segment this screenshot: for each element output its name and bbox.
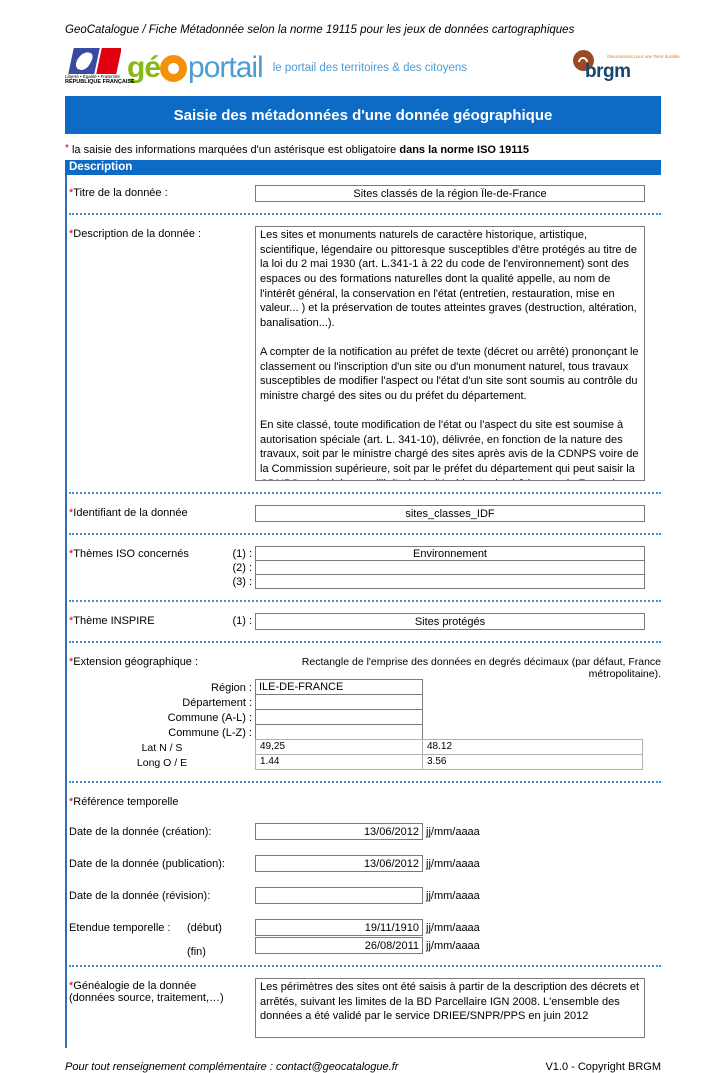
required-asterisk: *	[69, 548, 74, 560]
date-format-hint: jj/mm/aaaa	[426, 889, 480, 902]
field-genealogie	[69, 978, 661, 1038]
geoportail-geo-text: gé	[127, 51, 161, 84]
themes-iso-input-3[interactable]	[255, 574, 645, 589]
brgm-tagline: Géosciences pour une Terre durable	[607, 54, 680, 59]
section-header-description: Description	[65, 160, 661, 175]
page-title: Saisie des métadonnées d'une donnée géographique	[65, 96, 661, 134]
long-min-cell[interactable]: 1.44	[255, 754, 423, 770]
required-asterisk: *	[65, 143, 69, 154]
field-themes-iso	[69, 546, 661, 589]
separator	[69, 213, 661, 215]
required-asterisk: *	[69, 187, 74, 199]
titre-label: Titre de la donnée :	[73, 187, 168, 199]
date-creation-label: Date de la donnée (création):	[69, 825, 212, 838]
genealogie-label: Généalogie de la donnée	[73, 980, 197, 992]
extension-intro: Rectangle de l'emprise des données en degrés décimaux (par défaut, France métropolitaine).	[301, 656, 661, 680]
document-title: GeoCatalogue / Fiche Métadonnée selon la norme 19115 pour les jeux de données cartographiques	[65, 24, 575, 36]
departement-label: Département :	[182, 697, 252, 709]
titre-input[interactable]	[255, 185, 645, 202]
date-publication-input[interactable]	[255, 855, 423, 872]
required-note	[65, 143, 661, 156]
separator	[69, 492, 661, 494]
genealogie-sublabel: (données source, traitement,…)	[69, 992, 224, 1004]
required-note-text: la saisie des informations marquées d'un astérisque est obligatoire	[71, 144, 397, 156]
required-asterisk: *	[69, 796, 74, 808]
footer-contact: Pour tout renseignement complémentaire : contact@geocatalogue.fr	[65, 1061, 399, 1073]
required-asterisk: *	[69, 507, 74, 519]
field-extension-geographique	[69, 654, 661, 770]
themes-iso-num-1: (1) :	[232, 548, 252, 560]
etendue-debut-label: (début)	[187, 921, 222, 934]
date-publication-label: Date de la donnée (publication):	[69, 857, 225, 870]
description-label: Description de la donnée :	[73, 228, 202, 240]
geoportail-o-icon	[160, 55, 187, 82]
geoportail-tagline: le portail des territoires & des citoyens	[272, 62, 468, 74]
republique-name: RÉPUBLIQUE FRANÇAISE	[65, 79, 135, 85]
required-asterisk: *	[69, 228, 74, 240]
region-input[interactable]	[255, 679, 423, 695]
separator	[69, 965, 661, 967]
themes-iso-num-2: (2) :	[232, 562, 252, 574]
commune-lz-input[interactable]	[255, 724, 423, 740]
form-page	[65, 0, 680, 1073]
themes-iso-input-2[interactable]	[255, 560, 645, 575]
footer-version: V1.0 - Copyright BRGM	[545, 1061, 661, 1073]
identifiant-label: Identifiant de la donnée	[73, 507, 188, 519]
republique-motto: Liberté • Égalité • Fraternité	[65, 74, 120, 79]
themes-iso-input-1[interactable]	[255, 546, 645, 561]
required-asterisk: *	[69, 615, 74, 627]
etendue-debut-input[interactable]	[255, 919, 423, 936]
theme-inspire-num: (1) :	[232, 615, 252, 627]
long-max-cell[interactable]: 3.56	[422, 754, 643, 770]
themes-iso-label: Thèmes ISO concernés	[73, 548, 189, 560]
page-footer	[65, 1061, 661, 1073]
departement-input[interactable]	[255, 694, 423, 710]
region-label: Région :	[211, 682, 252, 694]
separator	[69, 641, 661, 643]
date-creation-input[interactable]	[255, 823, 423, 840]
geoportail-portail-text: portail	[188, 51, 263, 84]
identifiant-input[interactable]	[255, 505, 645, 522]
field-theme-inspire	[69, 613, 661, 630]
description-textarea[interactable]	[255, 226, 645, 481]
required-asterisk: *	[69, 656, 74, 668]
separator	[69, 533, 661, 535]
genealogie-textarea[interactable]	[255, 978, 645, 1038]
theme-inspire-label: Thème INSPIRE	[73, 615, 155, 627]
commune-al-label: Commune (A-L) :	[167, 712, 252, 724]
temporel-label: Référence temporelle	[73, 796, 179, 808]
separator	[69, 781, 661, 783]
commune-lz-label: Commune (L-Z) :	[168, 727, 252, 739]
brgm-logo	[573, 48, 680, 88]
extension-label: Extension géographique :	[73, 656, 199, 668]
lat-min-cell[interactable]: 49,25	[255, 739, 423, 755]
lat-max-cell[interactable]: 48.12	[422, 739, 643, 755]
date-format-hint: jj/mm/aaaa	[426, 825, 480, 838]
etendue-label: Etendue temporelle :	[69, 921, 171, 934]
lat-label: Lat N / S	[141, 742, 183, 754]
geoportail-logo	[127, 51, 467, 85]
themes-iso-num-3: (3) :	[232, 576, 252, 588]
date-revision-label: Date de la donnée (révision):	[69, 889, 211, 902]
separator	[69, 600, 661, 602]
date-revision-input[interactable]	[255, 887, 423, 904]
long-label: Long O / E	[136, 757, 188, 769]
required-asterisk: *	[69, 980, 74, 992]
marianne-flag-icon	[65, 48, 121, 74]
etendue-fin-input[interactable]	[255, 937, 423, 954]
date-format-hint: jj/mm/aaaa	[426, 857, 480, 870]
field-reference-temporelle	[69, 794, 661, 958]
logo-row	[65, 46, 680, 90]
form-body	[65, 175, 661, 1048]
required-note-bold: dans la norme ISO 19115	[399, 144, 529, 156]
etendue-fin-label: (fin)	[187, 945, 206, 958]
field-titre	[69, 185, 661, 202]
date-format-hint: jj/mm/aaaa	[426, 921, 480, 934]
field-identifiant	[69, 505, 661, 522]
brgm-name: brgm	[585, 61, 631, 82]
date-format-hint: jj/mm/aaaa	[426, 939, 480, 952]
field-description	[69, 226, 661, 481]
theme-inspire-input[interactable]	[255, 613, 645, 630]
republique-francaise-logo	[65, 48, 135, 88]
commune-al-input[interactable]	[255, 709, 423, 725]
